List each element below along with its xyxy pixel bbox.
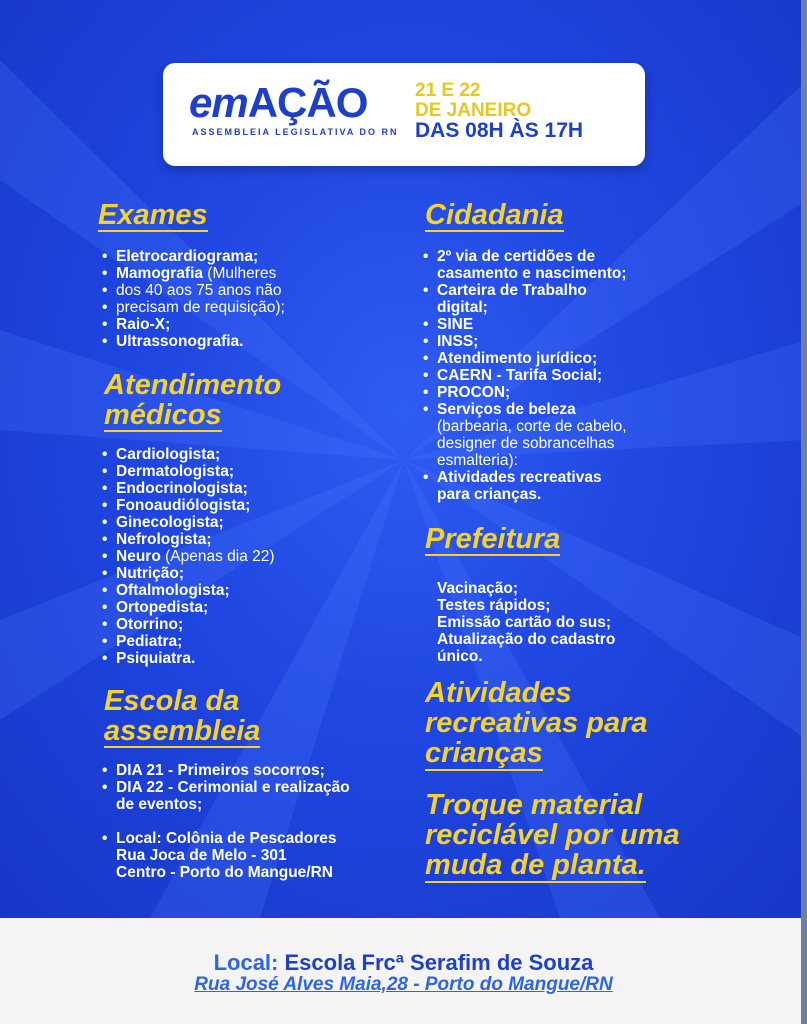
list-item: • INSS; (423, 333, 713, 350)
event-dates (415, 81, 583, 141)
list-item: Emissão cartão do sus; (437, 614, 612, 631)
date-days: 21 E 22 (415, 80, 481, 101)
list-item: • Fonoaudiólogista; (102, 497, 382, 514)
cidadania-title: Cidadania (425, 199, 564, 231)
list-item: • Mamografia (Mulheres (102, 265, 382, 282)
list-item: • Atividades recreativas (423, 469, 713, 486)
list-item-cont: casamento e nascimento; (437, 265, 627, 282)
list-item-cont: • dos 40 aos 75 anos não (102, 282, 382, 299)
list-item: • Psiquiatra. (102, 650, 382, 667)
list-item: Vacinação; (437, 580, 518, 597)
emacao-logo (189, 79, 367, 127)
list-item: • Pediatra; (102, 633, 382, 650)
list-item-cont: designer de sobrancelhas (437, 435, 615, 452)
escola-list (102, 762, 402, 881)
list-item: • Ortopedista; (102, 599, 382, 616)
list-item-cont: (barbearia, corte de cabelo, (437, 418, 627, 435)
date-month: DE JANEIRO (415, 100, 532, 121)
list-item: • Ginecologista; (102, 514, 382, 531)
list-item: • DIA 22 - Cerimonial e realização (102, 779, 402, 796)
list-item: • 2º via de certidões de (423, 248, 713, 265)
list-item-cont: esmalteria): (437, 452, 518, 469)
list-item: • Dermatologista; (102, 463, 382, 480)
list-item: • Otorrino; (102, 616, 382, 633)
footer-location-label: Local: (213, 950, 279, 975)
exames-title: Exames (98, 199, 208, 231)
list-item: • Neuro (Apenas dia 22) (102, 548, 382, 565)
escola-local-line3: Centro - Porto do Mangue/RN (116, 864, 333, 881)
escola-local-line1: • Local: Colônia de Pescadores (102, 830, 402, 847)
list-item-cont: digital; (437, 299, 488, 316)
logo-em: em (189, 79, 248, 126)
cidadania-list (423, 248, 713, 503)
logo-subtitle: ASSEMBLEIA LEGISLATIVA DO RN (192, 127, 399, 137)
list-item: • Nefrologista; (102, 531, 382, 548)
footer-location (0, 950, 807, 976)
recreativas-heading: Atividades recreativas para crianças (425, 677, 648, 769)
list-item: • PROCON; (423, 384, 713, 401)
right-edge-strip (801, 0, 807, 1024)
footer-address: Rua José Alves Maia,28 - Porto do Mangue/RN (194, 974, 613, 995)
atendimento-list (102, 446, 382, 667)
list-item: único. (437, 648, 483, 665)
exames-list (102, 248, 382, 350)
list-item: • Raio-X; (102, 316, 382, 333)
list-item: • Atendimento jurídico; (423, 350, 713, 367)
prefeitura-title: Prefeitura (425, 523, 561, 555)
list-item: Atualização do cadastro (437, 631, 616, 648)
list-item-cont: • precisam de requisição); (102, 299, 382, 316)
list-item: Testes rápidos; (437, 597, 551, 614)
troque-heading: Troque material reciclável por uma muda de planta. (425, 789, 680, 881)
escola-local-line2: Rua Joca de Melo - 301 (116, 847, 287, 864)
date-hours: DAS 08H ÀS 17H (415, 119, 584, 142)
list-item: • SINE (423, 316, 713, 333)
atendimento-title: Atendimento médicos (104, 369, 282, 431)
event-header-card (163, 63, 645, 166)
list-item: • Endocrinologista; (102, 480, 382, 497)
list-item: • Serviços de beleza (423, 401, 713, 418)
list-item: • CAERN - Tarifa Social; (423, 367, 713, 384)
list-item: • Ultrassonografia. (102, 333, 382, 350)
logo-acao: AÇÃO (247, 79, 368, 126)
footer-location-place: Escola Frcª Serafim de Souza (278, 950, 594, 975)
list-item: • Eletrocardiograma; (102, 248, 382, 265)
list-item: • Cardiologista; (102, 446, 382, 463)
list-item: • Carteira de Trabalho (423, 282, 713, 299)
list-item: • Oftalmologista; (102, 582, 382, 599)
list-item-cont: para crianças. (437, 486, 542, 503)
list-item: • Nutrição; (102, 565, 382, 582)
prefeitura-list (437, 580, 697, 665)
escola-title: Escola da assembleia (104, 685, 261, 747)
list-item: • DIA 21 - Primeiros socorros; (102, 762, 402, 779)
list-item-cont: de eventos; (116, 796, 203, 813)
